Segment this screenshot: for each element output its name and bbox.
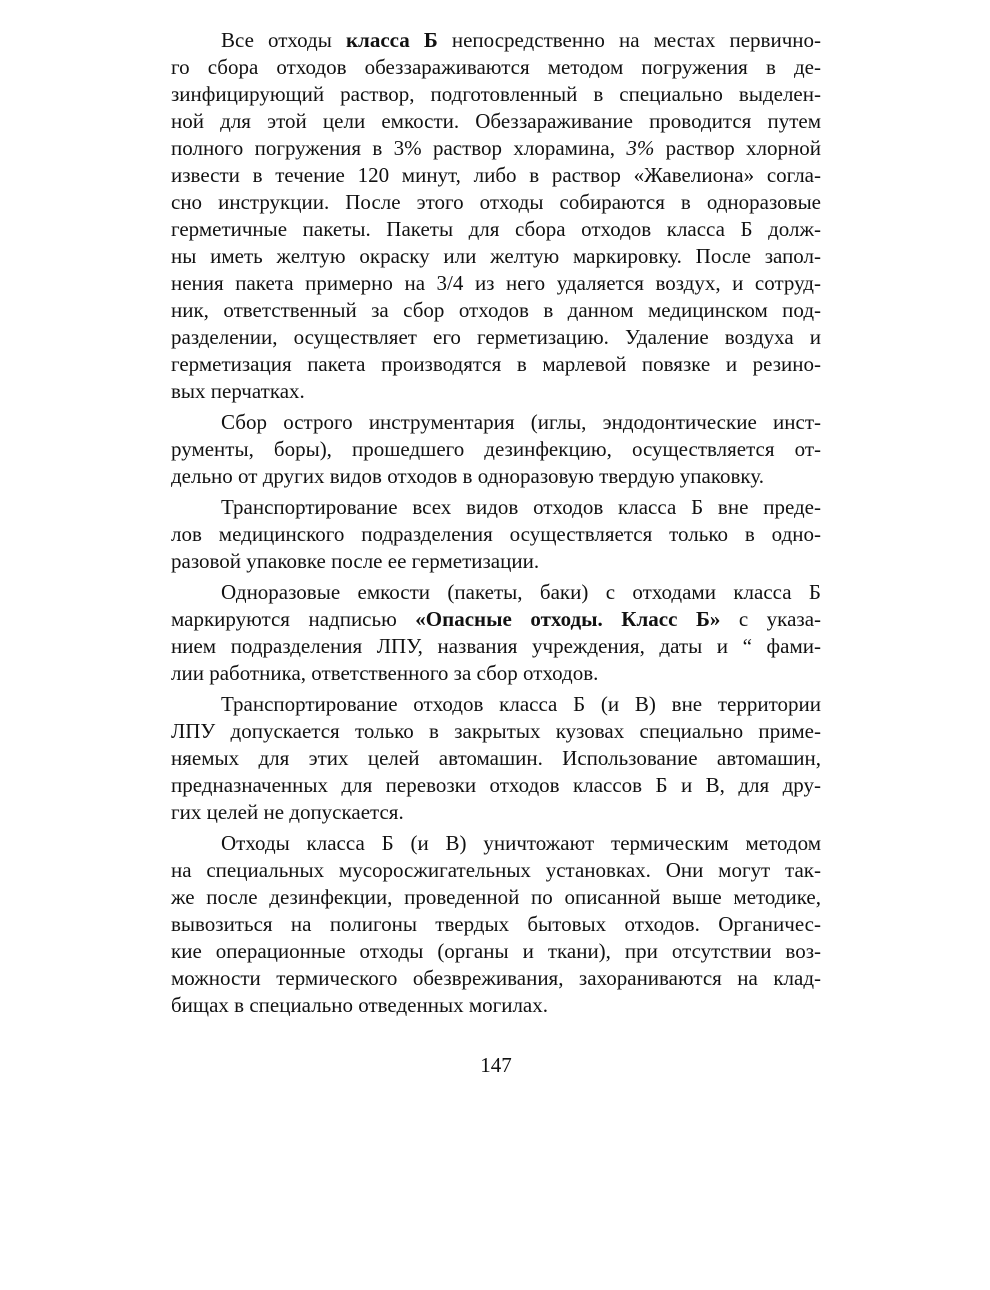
italic-text: 3% xyxy=(626,136,655,160)
text-run: герметизация пакета производятся в марлевой повязке и резино- xyxy=(171,352,821,376)
text-run: няемых для этих целей автомашин. Использование автомашин, xyxy=(171,746,821,770)
text-line xyxy=(171,633,821,660)
text-run: Отходы класса Б (и В) уничтожают термическим методом xyxy=(221,831,821,855)
text-run: ник, ответственный за сбор отходов в данном медицинском под- xyxy=(171,298,821,322)
text-line xyxy=(171,521,821,548)
text-run: маркируются надписью xyxy=(171,607,416,631)
text-run: Транспортирование отходов класса Б (и В) вне территории xyxy=(221,692,821,716)
text-line xyxy=(171,378,821,405)
text-line xyxy=(171,436,821,463)
text-run: разовой упаковке после ее герметизации. xyxy=(171,549,540,573)
text-line xyxy=(171,965,821,992)
text-run: вывозиться на полигоны твердых бытовых отходов. Органичес- xyxy=(171,912,821,936)
text-run: зинфицирующий раствор, подготовленный в специально выделен- xyxy=(171,82,821,106)
text-line xyxy=(171,351,821,378)
text-run: го сбора отходов обеззараживаются методом погружения в де- xyxy=(171,55,821,79)
paragraph xyxy=(171,691,821,826)
text-run: извести в течение 120 минут, либо в раствор «Жавелиона» согла- xyxy=(171,163,821,187)
text-line xyxy=(171,799,821,826)
paragraph xyxy=(171,579,821,687)
body-text xyxy=(171,27,821,1019)
text-line xyxy=(171,884,821,911)
text-line xyxy=(171,409,821,436)
text-run: раствор хлорной xyxy=(654,136,821,160)
text-run: вых перчатках. xyxy=(171,379,305,403)
text-line xyxy=(171,297,821,324)
text-run: с указа- xyxy=(720,607,822,631)
paragraph xyxy=(171,494,821,575)
text-run: предназначенных для перевозки отходов классов Б и В, для дру- xyxy=(171,773,821,797)
text-line xyxy=(171,745,821,772)
text-line xyxy=(171,27,821,54)
bold-text: класса Б xyxy=(345,28,438,52)
text-line xyxy=(171,81,821,108)
text-line xyxy=(171,216,821,243)
text-line xyxy=(171,243,821,270)
text-line xyxy=(171,857,821,884)
text-run: ной для этой цели емкости. Обеззараживание проводится путем xyxy=(171,109,821,133)
text-run: Сбор острого инструментария (иглы, эндодонтические инст- xyxy=(221,410,821,434)
text-run: нием подразделения ЛПУ, названия учреждения, даты и “ фами- xyxy=(171,634,821,658)
text-line xyxy=(171,324,821,351)
text-run: же после дезинфекции, проведенной по описанной выше методике, xyxy=(171,885,821,909)
text-line xyxy=(171,830,821,857)
text-run: лов медицинского подразделения осуществляется только в одно- xyxy=(171,522,821,546)
text-line xyxy=(171,718,821,745)
text-line xyxy=(171,660,821,687)
text-run: нения пакета примерно на 3/4 из него удаляется воздух, и сотруд- xyxy=(171,271,821,295)
text-run: кие операционные отходы (органы и ткани), при отсутствии воз- xyxy=(171,939,821,963)
text-run: на специальных мусоросжигательных установках. Они могут так- xyxy=(171,858,821,882)
text-run: лии работника, ответственного за сбор отходов. xyxy=(171,661,599,685)
text-run: ны иметь желтую окраску или желтую маркировку. После запол- xyxy=(171,244,821,268)
text-line xyxy=(171,579,821,606)
text-line xyxy=(171,135,821,162)
text-run: Одноразовые емкости (пакеты, баки) с отходами класса Б xyxy=(221,580,821,604)
paragraph xyxy=(171,409,821,490)
text-line xyxy=(171,911,821,938)
text-run: Все отходы xyxy=(221,28,346,52)
text-run: можности термического обезвреживания, захораниваются на клад- xyxy=(171,966,821,990)
bold-text: «Опасные отходы. Класс Б» xyxy=(415,607,721,631)
text-run: непосредственно на местах первично- xyxy=(437,28,821,52)
text-line xyxy=(171,606,821,633)
document-page xyxy=(171,0,821,1290)
text-run: дельно от других видов отходов в одноразовую твердую упаковку. xyxy=(171,464,764,488)
text-line xyxy=(171,270,821,297)
text-line xyxy=(171,494,821,521)
text-run: герметичные пакеты. Пакеты для сбора отходов класса Б долж- xyxy=(171,217,821,241)
text-line xyxy=(171,162,821,189)
text-run: гих целей не допускается. xyxy=(171,800,404,824)
text-run: сно инструкции. После этого отходы собираются в одноразовые xyxy=(171,190,821,214)
text-line xyxy=(171,992,821,1019)
text-run: рументы, боры), прошедшего дезинфекцию, осуществляется от- xyxy=(171,437,821,461)
text-run: разделении, осуществляет его герметизацию. Удаление воздуха и xyxy=(171,325,821,349)
text-run: полного погружения в 3% раствор хлорамина, xyxy=(171,136,627,160)
text-line xyxy=(171,938,821,965)
text-line xyxy=(171,691,821,718)
text-line xyxy=(171,108,821,135)
text-line xyxy=(171,54,821,81)
text-line xyxy=(171,548,821,575)
text-run: ЛПУ допускается только в закрытых кузовах специально приме- xyxy=(171,719,821,743)
paragraph xyxy=(171,27,821,405)
text-run: Транспортирование всех видов отходов класса Б вне преде- xyxy=(221,495,821,519)
paragraph xyxy=(171,830,821,1019)
text-line xyxy=(171,189,821,216)
text-line xyxy=(171,772,821,799)
page-number: 147 xyxy=(480,1053,512,1077)
text-run: бищах в специально отведенных могилах. xyxy=(171,993,549,1017)
text-line xyxy=(171,463,821,490)
